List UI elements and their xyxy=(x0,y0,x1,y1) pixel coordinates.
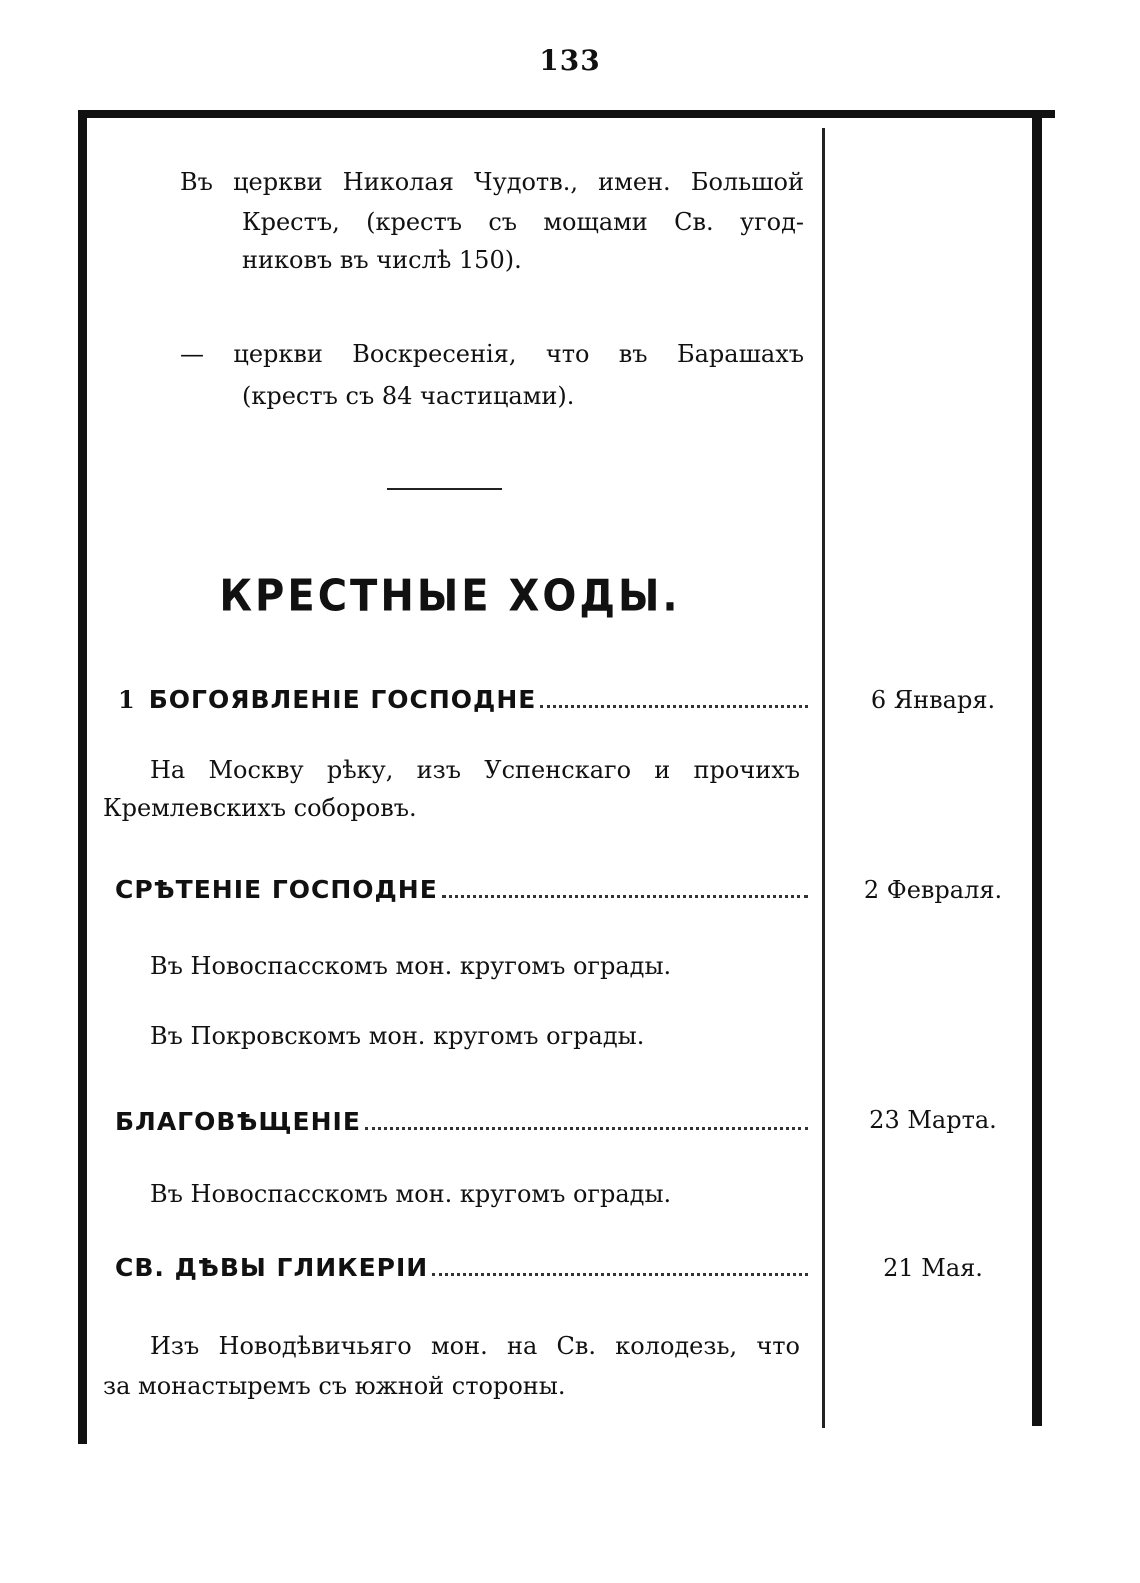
dot-leader xyxy=(442,894,808,898)
procession-description-line: Въ Покровскомъ мон. кругомъ ограды. xyxy=(150,1022,645,1050)
dot-leader xyxy=(365,1126,808,1130)
procession-entry xyxy=(115,1102,808,1142)
procession-description-line: Кремлевскихъ соборовъ. xyxy=(103,794,417,822)
dot-leader xyxy=(432,1272,808,1276)
procession-entry xyxy=(115,1248,808,1288)
procession-description-line: На Москву рѣку, изъ Успенскаго и прочихъ xyxy=(150,756,800,784)
section-title: КРЕСТНЫЕ ХОДЫ. xyxy=(219,570,681,622)
intro-entry-2-line-1: — церкви Воскресенія, что въ Барашахъ xyxy=(180,340,804,368)
section-divider xyxy=(387,488,502,490)
procession-date: 2 Февраля. xyxy=(863,876,1003,904)
procession-description-line: Въ Новоспасскомъ мон. кругомъ ограды. xyxy=(150,952,672,980)
procession-date: 23 Марта. xyxy=(869,1106,997,1134)
procession-description-line: Изъ Новодѣвичьяго мон. на Св. колодезь, что xyxy=(150,1332,800,1360)
procession-name: БЛАГОВѢЩЕНІЕ xyxy=(115,1107,361,1136)
procession-entry xyxy=(118,680,808,720)
procession-number: 1 xyxy=(118,685,135,714)
dot-leader xyxy=(540,704,808,708)
procession-entry xyxy=(115,870,808,910)
frame-date-column-divider xyxy=(822,128,825,1428)
intro-entry-1-line-1: Въ церкви Николая Чудотв., имен. Большой xyxy=(180,168,804,196)
intro-entry-2-line-2: (крестъ съ 84 частицами). xyxy=(242,382,575,410)
procession-date: 21 Мая. xyxy=(883,1254,983,1282)
procession-name: СВ. ДѢВЫ ГЛИКЕРІИ xyxy=(115,1253,429,1282)
procession-date: 6 Января. xyxy=(870,686,996,714)
frame-right-border xyxy=(1032,114,1042,1426)
page-number: 133 xyxy=(539,44,601,77)
procession-description-line: Въ Новоспасскомъ мон. кругомъ ограды. xyxy=(150,1180,672,1208)
frame-left-border xyxy=(78,114,87,1444)
intro-entry-1-line-2: Крестъ, (крестъ съ мощами Св. угод- xyxy=(242,208,804,236)
intro-entry-1-line-3: никовъ въ числѣ 150). xyxy=(242,246,522,274)
frame-top-border xyxy=(78,110,1055,118)
procession-description-line: за монастыремъ съ южной стороны. xyxy=(103,1372,566,1400)
procession-name: БОГОЯВЛЕНІЕ ГОСПОДНЕ xyxy=(148,685,537,714)
procession-name: СРѢТЕНІЕ ГОСПОДНЕ xyxy=(115,875,438,904)
